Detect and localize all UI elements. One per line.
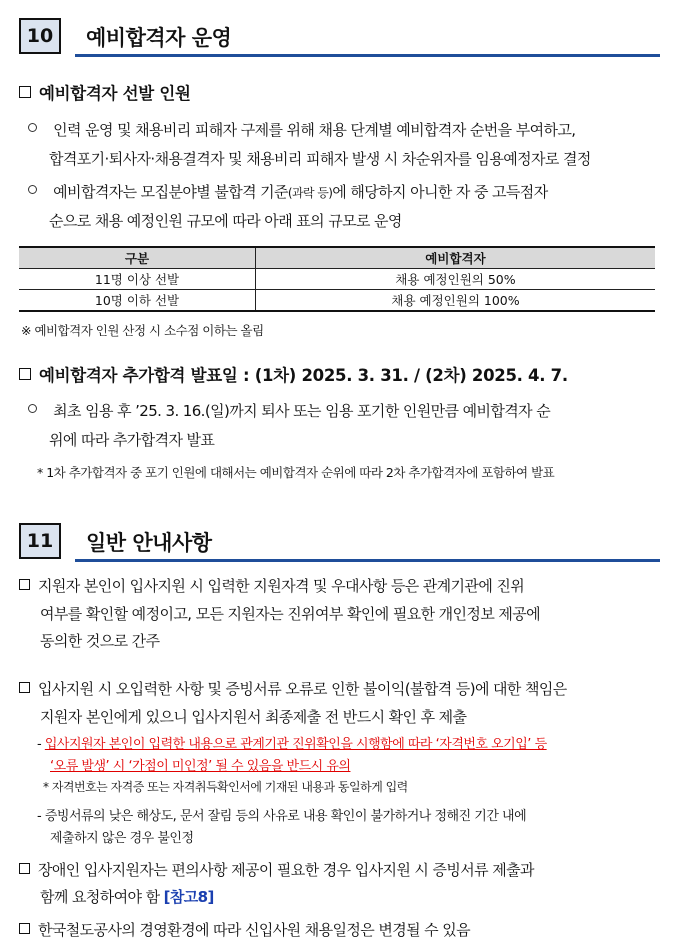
- paragraph-text: 최초 임용 후 ’25. 3. 16.(일)까지 퇴사 또는 임용 포기한 인원만큼 예비합격자 순: [53, 402, 551, 420]
- list-item-text: 장애인 입사지원자는 편의사항 제공이 필요한 경우 입사지원 시 증빙서류 제출과: [38, 861, 534, 879]
- section-number-box: [19, 523, 61, 559]
- paragraph-small-text: (과락 등): [287, 186, 333, 200]
- square-bullet-icon: [19, 682, 30, 693]
- warning-line: [37, 733, 547, 752]
- paragraph-line: [28, 116, 575, 145]
- square-bullet-icon: [19, 86, 31, 98]
- warning-text: ‘오류 발생’ 시 ‘가점이 미인정’ 될 수 있음을 반드시 유의: [50, 759, 351, 774]
- square-bullet-icon: [19, 368, 31, 380]
- sub-item-text: 증빙서류의 낮은 해상도, 문서 잘림 등의 사유로 내용 확인이 불가하거나 정해진 기간 내에: [44, 809, 527, 824]
- paragraph-line: 합격포기·퇴사자·채용결격자 및 채용비리 피해자 발생 시 차순위자를 임용예정자로 결정: [49, 150, 591, 168]
- paragraph-text: 인력 운영 및 채용비리 피해자 구제를 위해 채용 단계별 예비합격자 순번을 부여하고,: [53, 121, 576, 139]
- table-cell: 채용 예정인원의 50%: [256, 269, 656, 290]
- table-header-cell: 예비합격자: [256, 247, 656, 269]
- table-cell: 채용 예정인원의 100%: [256, 290, 656, 312]
- warning-text: 입사지원자 본인이 입력한 내용으로 관계기관 진위확인을 시행함에 따라 ‘자격번호 오기입’ 등: [44, 737, 547, 752]
- list-item-line: [19, 856, 534, 885]
- list-item-line: [19, 572, 524, 601]
- warning-line: [50, 755, 350, 774]
- table-cell: 11명 이상 선발: [19, 269, 256, 290]
- section-title: 예비합격자 운영: [86, 26, 232, 50]
- sub-item-line: 제출하지 않은 경우 불인정: [50, 831, 194, 846]
- list-item-text: 입사지원 시 오입력한 사항 및 증빙서류 오류로 인한 불이익(불합격 등)에 대한 책임은: [38, 680, 567, 698]
- section-divider: [75, 54, 660, 57]
- dash-bullet: -: [37, 737, 45, 752]
- reserve-ratio-table: [19, 246, 655, 312]
- paragraph-text: 예비합격자는 모집분야별 불합격 기준: [53, 183, 288, 201]
- section-title: 일반 안내사항: [86, 531, 212, 555]
- paragraph-line: 순으로 채용 예정인원 규모에 따라 아래 표의 규모로 운영: [49, 212, 402, 230]
- list-item-line: 여부를 확인할 예정이고, 모든 지원자는 진위여부 확인에 필요한 개인정보 제공에: [40, 605, 541, 623]
- subheading-text: 예비합격자 선발 인원: [39, 84, 191, 103]
- square-bullet-icon: [19, 923, 30, 934]
- paragraph-line: [28, 178, 548, 208]
- paragraph-text: 에 해당하지 아니한 자 중 고득점자: [332, 183, 548, 201]
- list-item-line: 지원자 본인에게 있으니 입사지원서 최종제출 전 반드시 확인 후 제출: [40, 708, 467, 726]
- circle-bullet-icon: [28, 123, 37, 132]
- circle-bullet-icon: [28, 185, 37, 194]
- footnote: ※ 예비합격자 인원 산정 시 소수점 이하는 올림: [21, 323, 264, 338]
- section-number-box: [19, 18, 61, 54]
- list-item-text: 한국철도공사의 경영환경에 따라 신입사원 채용일정은 변경될 수 있음: [38, 921, 470, 939]
- paragraph-line: [28, 397, 550, 426]
- section-divider: [75, 559, 660, 562]
- table-header-row: [19, 247, 655, 269]
- subheading-selection: [19, 80, 191, 104]
- list-item-line: [19, 916, 470, 945]
- section-number: 11: [26, 530, 54, 552]
- subheading-text: 예비합격자 추가합격 발표일 : (1차) 2025. 3. 31. / (2차) 2025. 4. 7.: [39, 366, 568, 385]
- dash-bullet: -: [37, 809, 45, 824]
- circle-bullet-icon: [28, 404, 37, 413]
- table-row: [19, 269, 655, 290]
- square-bullet-icon: [19, 579, 30, 590]
- list-item-line: [19, 675, 567, 704]
- footnote: * 1차 추가합격자 중 포기 인원에 대해서는 예비합격자 순위에 따라 2차 추가합격자에 포함하여 발표: [37, 465, 555, 480]
- list-item-text: 함께 요청하여야 함: [40, 888, 160, 906]
- table-header-cell: 구분: [19, 247, 256, 269]
- table-cell: 10명 이하 선발: [19, 290, 256, 312]
- section-number: 10: [26, 25, 54, 47]
- sub-item-line: [37, 805, 526, 824]
- list-item-text: 지원자 본인이 입사지원 시 입력한 지원자격 및 우대사항 등은 관계기관에 진위: [38, 577, 525, 595]
- footnote: * 자격번호는 자격증 또는 자격취득확인서에 기재된 내용과 동일하게 입력: [43, 780, 408, 794]
- table-row: [19, 290, 655, 312]
- square-bullet-icon: [19, 863, 30, 874]
- list-item-line: [40, 883, 214, 912]
- subheading-announcement: [19, 362, 568, 386]
- list-item-line: 동의한 것으로 간주: [40, 632, 160, 650]
- reference-link: [참고8]: [163, 888, 214, 906]
- paragraph-line: 위에 따라 추가합격자 발표: [49, 431, 215, 449]
